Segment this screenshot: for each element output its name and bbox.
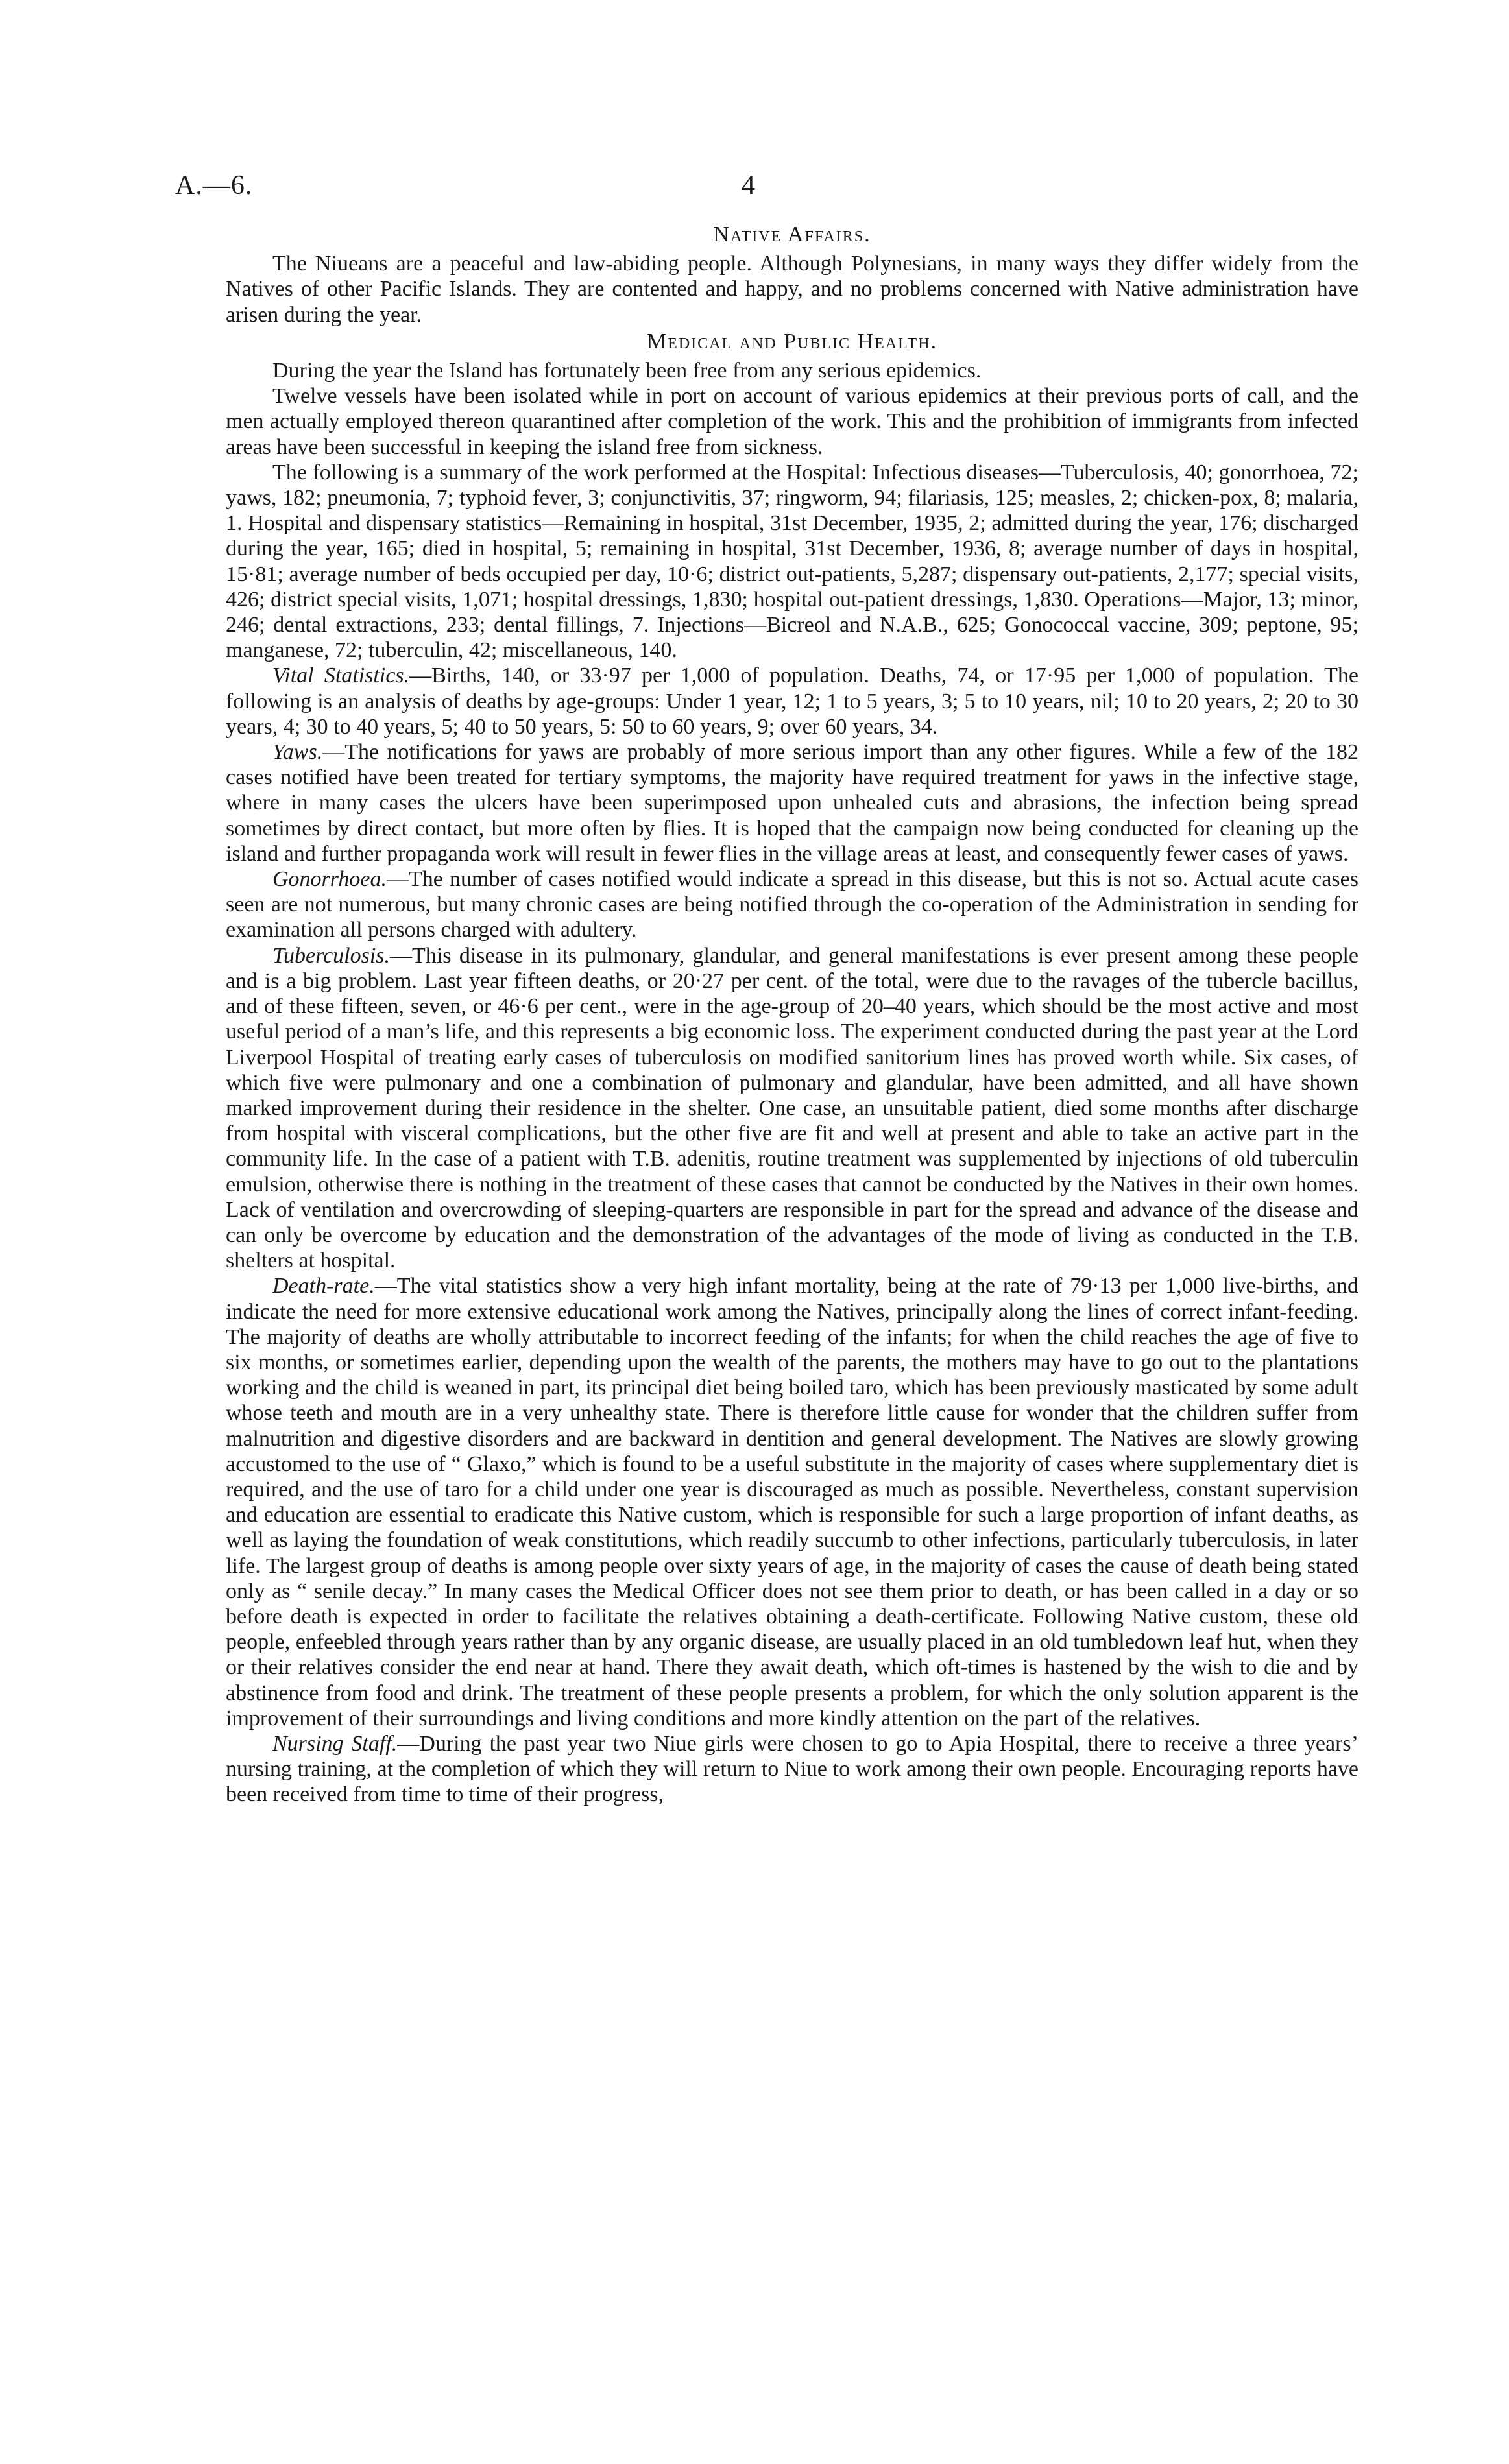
tuberculosis-label: Tuberculosis.	[272, 943, 391, 968]
tuberculosis-text: —This disease in its pulmonary, glandular, and general manifestations is ever present among these people and is a big problem. Last year fifteen deaths, or 20·27 per cent. of the total, were due to the ravages of the tubercle bacillus, and of these fifteen, seven, or 46·6 per cent., were in the age-group of 20–40 years, which should be the most active and most useful period of a man’s life, and this represents a big economic loss. The experiment conducted during the past year at the Lord Liverpool Hospital of treating early cases of tuberculosis on modified sanitorium lines has proved worth while. Six cases, of which five were pulmonary and one a combination of pulmonary and glandular, have been admitted, and all have shown marked improvement during their residence in the shelter. One case, an unsuitable patient, died some months after discharge from hospital with visceral complications, but the other five are fit and well at present and able to take an active part in the community life. In the case of a patient with T.B. adenitis, routine treatment was supplemented by injections of old tuberculin emulsion, otherwise there is nothing in the treatment of these cases that cannot be conducted by the Natives in their own homes. Lack of ventilation and overcrowding of sleeping-quarters are responsible in part for the spread and advance of the disease and can only be overcome by education and the demonstration of the advantages of the mode of living as conducted in the T.B. shelters at hospital.	[226, 943, 1358, 1273]
section-heading-native-affairs: Native Affairs.	[713, 222, 871, 246]
yaws-label: Yaws.	[272, 740, 323, 765]
yaws-text: —The notifications for yaws are probably of more serious import than any other figures. While a few of the 182 cases notified have been treated for tertiary symptoms, the majority have required treatment for yaws in the infective stage, where in many cases the ulcers have been superimposed upon unhealed cuts and abrasions, the infection being spread sometimes by direct contact, but more often by flies. It is hoped that the campaign now being conducted for cleaning up the island and further propaganda work will result in fewer flies in the village areas at least, and consequently fewer cases of yaws.	[226, 740, 1358, 866]
death-rate-label: Death-rate.	[272, 1274, 375, 1298]
paragraph-yaws	[226, 739, 1358, 867]
paragraph-vital-statistics	[226, 663, 1358, 739]
paragraph-gonorrhoea	[226, 867, 1358, 943]
paragraph-hospital-summary: The following is a summary of the work performed at the Hospital: Infectious diseases—Tuberculosis, 40; gonorrhoea, 72; yaws, 182; pneumonia, 7; typhoid fever, 3; conjunctivitis, 37; ringworm, 94; filariasis, 125; measles, 2; chicken-pox, 8; malaria, 1. Hospital and dispensary statistics—Remaining in hospital, 31st December, 1935, 2; admitted during the year, 176; discharged during the year, 165; died in hospital, 5; remaining in hospital, 31st December, 1936, 8; average number of days in hospital, 15·81; average number of beds occupied per day, 10·6; district out-patients, 5,287; dispensary out-patients, 2,177; special visits, 426; district special visits, 1,071; hospital dressings, 1,830; hospital out-patient dressings, 1,830. Operations—Major, 13; minor, 246; dental extractions, 233; dental fillings, 7. Injections—Bicreol and N.A.B., 625; Gonococcal vaccine, 309; peptone, 95; manganese, 72; tuberculin, 42; miscellaneous, 140.	[226, 460, 1358, 663]
death-rate-text: —The vital statistics show a very high infant mortality, being at the rate of 79·13 per 1,000 live-births, and indicate the need for more extensive educational work among the Natives, principally along the lines of correct infant-feeding. The majority of deaths are wholly attributable to incorrect feeding of the infants; for when the child reaches the age of five to six months, or sometimes earlier, depending upon the wealth of the parents, the mothers may have to go out to the plantations working and the child is weaned in part, its principal diet being boiled taro, which has been previously masticated by some adult whose teeth and mouth are in a very unhealthy state. There is therefore little cause for wonder that the children suffer from malnutrition and digestive disorders and are backward in dentition and general development. The Natives are slowly growing accustomed to the use of “ Glaxo,” which is found to be a useful substitute in the majority of cases where supplementary diet is required, and the use of taro for a child under one year is discouraged as much as possible. Nevertheless, constant supervision and education are essential to eradicate this Native custom, which is responsible for such a large proportion of infant deaths, as well as laying the foundation of weak constitutions, which readily succumb to other infections, particularly tuberculosis, in later life. The largest group of deaths is among people over sixty years of age, in the majority of cases the cause of death being stated only as “ senile decay.” In many cases the Medical Officer does not see them prior to death, or has been called in a day or so before death is expected in order to facilitate the relatives obtaining a death-certificate. Following Native custom, these old people, enfeebled through years rather than by any organic disease, are usually placed in an old tumbledown leaf hut, when they or their relatives consider the end near at hand. There they await death, which oft-times is hastened by the wish to die and by abstinence from food and drink. The treatment of these people presents a problem, for which the only solution apparent is the improvement of their surroundings and living conditions and more kindly attention on the part of the relatives.	[226, 1274, 1358, 1730]
paragraph-tuberculosis	[226, 943, 1358, 1274]
report-body	[226, 221, 1358, 1808]
paragraph-native-affairs: The Niueans are a peaceful and law-abiding people. Although Polynesians, in many ways they differ widely from the Natives of other Pacific Islands. They are contented and happy, and no problems concerned with Native administration have arisen during the year.	[226, 252, 1358, 327]
paragraph-epidemics: During the year the Island has fortunately been free from any serious epidemics.	[272, 359, 982, 383]
page-number: 4	[742, 171, 755, 200]
page-header	[0, 170, 1509, 215]
paper-reference: A.—6.	[175, 171, 253, 200]
gonorrhoea-text: —The number of cases notified would indicate a spread in this disease, but this is not so. Actual acute cases seen are not numerous, but many chronic cases are being notified through the co-operation of the Administration in sending for examination all persons charged with adultery.	[226, 867, 1358, 942]
section-heading-medical-health: Medical and Public Health.	[646, 329, 938, 353]
vital-statistics-text: —Births, 140, or 33·97 per 1,000 of population. Deaths, 74, or 17·95 per 1,000 of population. The following is an analysis of deaths by age-groups: Under 1 year, 12; 1 to 5 years, 3; 5 to 10 years, nil; 10 to 20 years, 2; 20 to 30 years, 4; 30 to 40 years, 5; 40 to 50 years, 5: 50 to 60 years, 9; over 60 years, 34.	[226, 664, 1358, 739]
nursing-staff-text: —During the past year two Niue girls were chosen to go to Apia Hospital, there to receive a three years’ nursing training, at the completion of which they will return to Niue to work among their own people. Encouraging reports have been received from time to time of their progress,	[226, 1731, 1358, 1807]
vital-statistics-label: Vital Statistics.	[272, 664, 410, 688]
nursing-staff-label: Nursing Staff.	[272, 1731, 398, 1756]
paragraph-nursing-staff	[226, 1731, 1358, 1808]
paragraph-quarantine: Twelve vessels have been isolated while in port on account of various epidemics at their previous ports of call, and the men actually employed thereon quarantined after completion of the work. This and the prohibition of immigrants from infected areas have been successful in keeping the island free from sickness.	[226, 384, 1358, 459]
paragraph-death-rate	[226, 1273, 1358, 1731]
gonorrhoea-label: Gonorrhoea.	[272, 867, 387, 892]
